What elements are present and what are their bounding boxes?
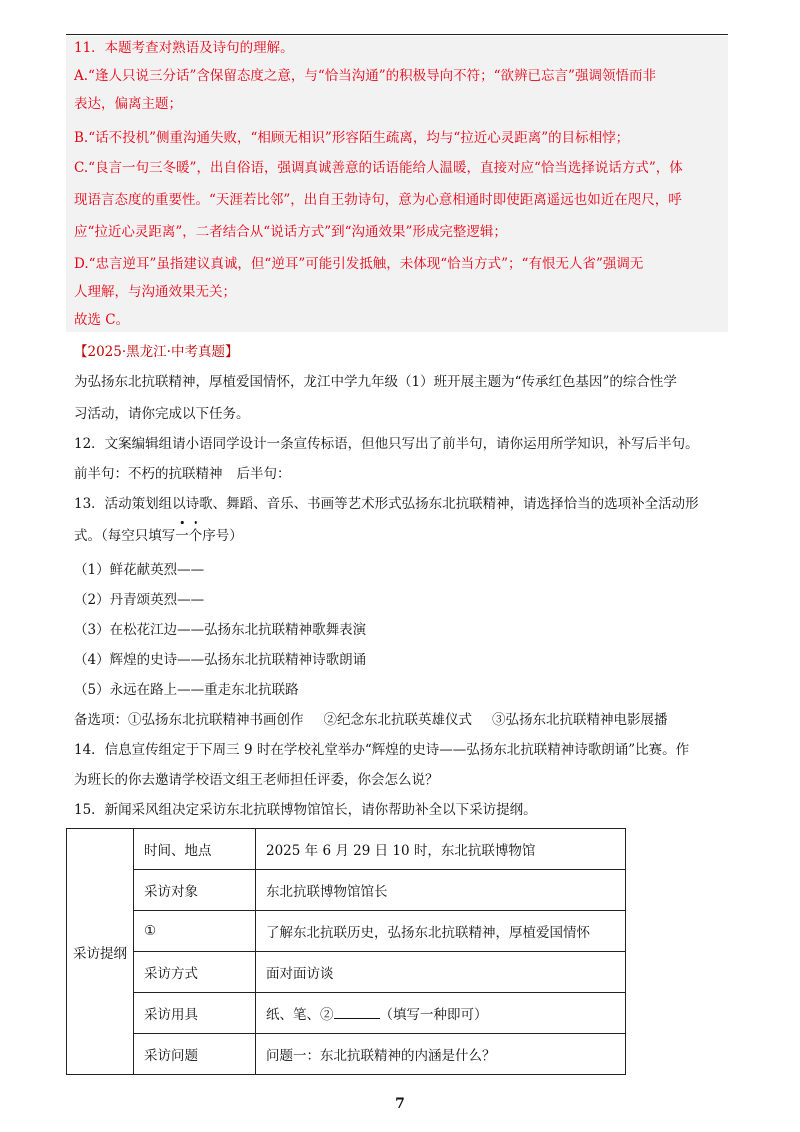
- row-value: 了解东北抗联历史，弘扬东北抗联精神，厚植爱国情怀: [256, 911, 626, 952]
- row-label: 采访用具: [134, 993, 256, 1034]
- table-row: [67, 952, 626, 993]
- row-value: 问题一：东北抗联精神的内涵是什么？: [256, 1034, 626, 1075]
- emphasis-char: 个: [188, 528, 203, 544]
- question-13-prompt: 13．活动策划组以诗歌、舞蹈、音乐、书画等艺术形式弘扬东北抗联精神，请选择恰当的选项补全活动形: [74, 496, 699, 512]
- value-text: 纸、笔、②: [266, 1007, 334, 1023]
- answer-line: 故选 C。: [74, 312, 130, 328]
- value-text: （填写一种即可）: [379, 1007, 488, 1023]
- row-label: 采访问题: [134, 1034, 256, 1075]
- question-14-prompt: 14．信息宣传组定于下周三 9 时在学校礼堂举办“辉煌的史诗——弘扬东北抗联精神诗歌朗诵”比赛。作: [74, 742, 690, 758]
- back-half-label: 后半句：: [236, 466, 291, 482]
- option-item: ①弘扬东北抗联精神书画创作: [128, 712, 304, 728]
- table-row: [67, 1034, 626, 1075]
- outline-group-label: 采访提纲: [67, 829, 134, 1075]
- table-row: [67, 829, 626, 870]
- answer-line: B.“话不投机”侧重沟通失败，“相顾无相识”形容陌生疏离，均与“拉近心灵距离”的目标相悖；: [74, 130, 630, 146]
- interview-outline-table: [66, 828, 626, 1075]
- row-label: 时间、地点: [134, 829, 256, 870]
- activity-item: （1）鲜花献英烈——: [74, 562, 205, 578]
- table-row: [67, 993, 626, 1034]
- activity-item: （2）丹青颂英烈——: [74, 592, 205, 608]
- fill-in-blank: [334, 1004, 380, 1019]
- question-13-prompt-cont: [74, 526, 734, 546]
- table-row: [67, 911, 626, 952]
- prompt-text: 式。（每空只填写: [74, 528, 176, 544]
- answer-line: 现语言态度的重要性。“天涯若比邻”，出自王勃诗句，意为心意相通时即使距离遥远也如近在咫尺，呼: [74, 192, 682, 208]
- option-list: [74, 710, 734, 730]
- page-number: 7: [395, 1096, 405, 1112]
- answer-line: C.“良言一句三冬暖”，出自俗语，强调真诚善意的话语能给人温暖，直接对应“恰当选择说话方式”，体: [74, 160, 683, 176]
- row-value: [256, 993, 626, 1034]
- answer-line: 人理解，与沟通效果无关；: [74, 284, 236, 300]
- intro-line: 为弘扬东北抗联精神，厚植爱国情怀，龙江中学九年级（1）班开展主题为“传承红色基因”的综合性学: [74, 374, 677, 390]
- question-14-prompt-cont: 为班长的你去邀请学校语文组王老师担任评委，你会怎么说？: [74, 772, 439, 788]
- answer-line: A.“逢人只说三分话”含保留态度之意，与“恰当沟通”的积极导向不符；“欲辨已忘言”强调领悟而非: [74, 68, 656, 84]
- question-12-answer-line: [74, 464, 734, 484]
- question-15-prompt: 15．新闻采风组决定采访东北抗联博物馆馆长，请你帮助补全以下采访提纲。: [74, 802, 537, 818]
- row-label: 采访对象: [134, 870, 256, 911]
- intro-line: 习活动，请你完成以下任务。: [74, 406, 250, 422]
- answer-line: 11．本题考查对熟语及诗句的理解。: [74, 40, 294, 56]
- top-rule: [66, 34, 728, 35]
- prompt-text: 序号）: [202, 528, 243, 544]
- activity-item: （3）在松花江边——弘扬东北抗联精神歌舞表演: [74, 622, 367, 638]
- option-item: ②纪念东北抗联英雄仪式: [323, 712, 472, 728]
- source-tag: 【2025·黑龙江·中考真题】: [74, 344, 239, 360]
- row-value: 2025 年 6 月 29 日 10 时，东北抗联博物馆: [256, 829, 626, 870]
- activity-item: （4）辉煌的史诗——弘扬东北抗联精神诗歌朗诵: [74, 652, 367, 668]
- row-label: 采访方式: [134, 952, 256, 993]
- question-12-prompt: 12．文案编辑组请小语同学设计一条宣传标语，但他只写出了前半句，请你运用所学知识，补写后半句。: [74, 436, 699, 452]
- answer-line: 表达，偏离主题；: [74, 96, 182, 112]
- activity-item: （5）永远在路上——重走东北抗联路: [74, 682, 299, 698]
- front-half-label: 前半句：不朽的抗联精神: [74, 466, 223, 482]
- answer-line: D.“忠言逆耳”虽指建议真诚，但“逆耳”可能引发抵触，未体现“恰当方式”；“有恨无人省”强调无: [74, 256, 644, 272]
- table-row: [67, 870, 626, 911]
- row-value: 面对面访谈: [256, 952, 626, 993]
- options-label: 备选项：: [74, 712, 128, 728]
- row-value: 东北抗联博物馆馆长: [256, 870, 626, 911]
- emphasis-char: 一: [175, 528, 189, 544]
- blank-1-label: ①: [134, 911, 256, 952]
- option-item: ③弘扬东北抗联精神电影展播: [492, 712, 668, 728]
- answer-line: 应“拉近心灵距离”，二者结合从“说话方式”到“沟通效果”形成完整逻辑；: [74, 224, 507, 240]
